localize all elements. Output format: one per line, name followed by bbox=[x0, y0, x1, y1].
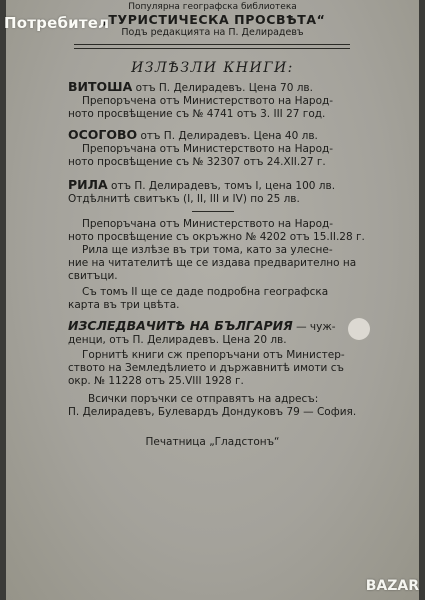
book-title: ОСОГОВО bbox=[68, 127, 138, 142]
book-author-price: отъ П. Делирадевъ. Цена 40 лв. bbox=[137, 130, 318, 142]
book-note-line: Рила ще излѣзе въ три тома, като за улесне- bbox=[82, 244, 333, 256]
book-note-line: Горнитѣ книги сж препоръчани отъ Министер- bbox=[82, 349, 345, 361]
book-note-line: Съ томъ II ще се даде подробна географска bbox=[82, 286, 329, 298]
book-author-price: отъ П. Делирадевъ, томъ I, цена 100 лв. bbox=[107, 180, 336, 192]
book-note-line: ното просвѣщение съ окръжно № 4202 отъ 15.II.28 г. bbox=[68, 231, 365, 243]
book-note-line: Препоръчана отъ Министерството на Народ- bbox=[82, 143, 334, 155]
book-note-line: Препоръчана отъ Министерството на Народ- bbox=[82, 218, 334, 230]
divider-rule bbox=[192, 211, 234, 212]
book-note-line: денци, отъ П. Делирадевъ. Цена 20 лв. bbox=[68, 334, 287, 346]
book-title: РИЛА bbox=[68, 177, 108, 192]
editor-line: Подъ редакцията на П. Делирадевъ bbox=[121, 27, 304, 38]
paper-stain bbox=[348, 318, 370, 340]
orders-address: П. Делирадевъ, Булевардъ Дондуковъ 79 — София. bbox=[68, 406, 357, 418]
book-author-price: отъ П. Делирадевъ. Цена 70 лв. bbox=[132, 82, 313, 94]
book-vitosha-heading bbox=[68, 80, 313, 95]
book-note-line: карта въ три цвѣта. bbox=[68, 299, 180, 311]
library-series-line: Популярна географска библиотека bbox=[128, 2, 297, 12]
book-note-line: Отдѣлнитѣ свитъкъ (I, II, III и IV) по 25 лв. bbox=[68, 193, 300, 205]
book-note-line: ството на Земледѣлието и държавнитѣ имоти съ bbox=[68, 362, 344, 374]
book-note-line: ното просвѣщение съ № 4741 отъ 3. III 27 год. bbox=[68, 108, 326, 120]
library-series-title: „ТУРИСТИЧЕСКА ПРОСВѢТА“ bbox=[99, 12, 326, 27]
section-title: ИЗЛѢЗЛИ КНИГИ: bbox=[131, 60, 294, 76]
book-note-line: свитъци. bbox=[68, 270, 118, 282]
book-rila-heading bbox=[68, 178, 335, 193]
book-note-line: ното просвѣщение съ № 32307 отъ 24.XII.27 г. bbox=[68, 156, 326, 168]
watermark-bottom-right: BAZAR bbox=[365, 578, 419, 594]
book-author-price: — чуж- bbox=[292, 321, 336, 333]
book-note-line: ние на читателитѣ ще се издава предварително на bbox=[68, 257, 357, 269]
book-note-line: окр. № 11228 отъ 25.VIII 1928 г. bbox=[68, 375, 244, 387]
header-double-rule bbox=[74, 44, 350, 49]
book-note-line: Препоръчена отъ Министерството на Народ- bbox=[82, 95, 334, 107]
book-izsledvachite-heading bbox=[68, 319, 336, 334]
watermark-top-left: Потребител bbox=[4, 14, 110, 32]
printer-line: Печатница „Гладстонъ“ bbox=[145, 436, 280, 448]
book-title: ВИТОША bbox=[68, 79, 133, 94]
book-title: ИЗСЛЕДВАЧИТѢ НА БЪЛГАРИЯ bbox=[68, 318, 293, 333]
book-osogovo-heading bbox=[68, 128, 318, 143]
book-back-cover bbox=[6, 0, 419, 600]
orders-line: Всички поръчки се отправятъ на адресъ: bbox=[88, 393, 319, 405]
